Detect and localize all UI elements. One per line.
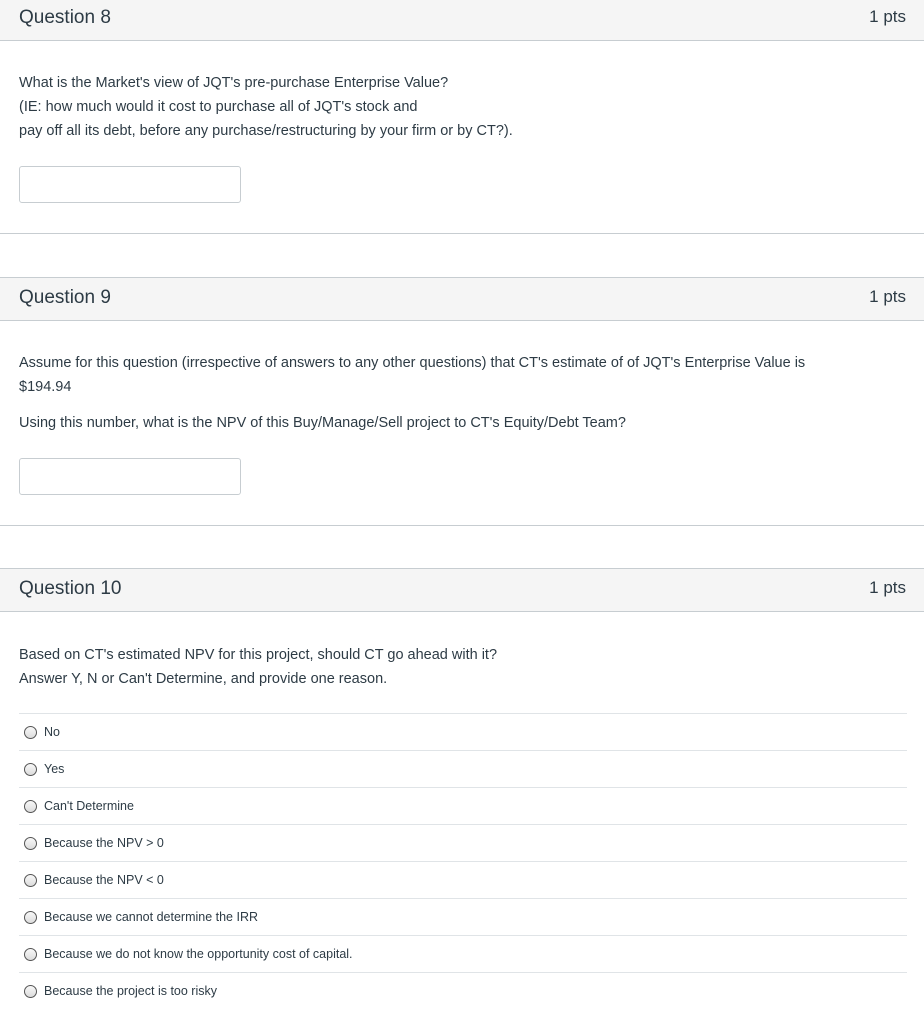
option-cannot-determine-irr[interactable] — [19, 898, 907, 935]
question-10-line-2: Answer Y, N or Can't Determine, and provide one reason. — [19, 671, 388, 687]
radio-icon[interactable] — [24, 874, 37, 887]
radio-icon[interactable] — [24, 837, 37, 850]
option-no[interactable] — [19, 713, 907, 750]
question-9-divider — [0, 525, 924, 526]
option-label: Because the NPV > 0 — [44, 836, 164, 850]
question-9-points: 1 pts — [869, 287, 906, 306]
question-10-title: Question 10 — [19, 578, 122, 599]
question-10-points: 1 pts — [869, 578, 906, 597]
question-9-line-1: Assume for this question (irrespective of answers to any other questions) that CT's estimate of of JQT's Enterprise Value is — [19, 355, 806, 371]
question-9-text — [19, 351, 869, 435]
question-8-divider — [0, 233, 924, 234]
option-unknown-cost-of-capital[interactable] — [19, 935, 907, 972]
option-yes[interactable] — [19, 750, 907, 787]
question-8-points: 1 pts — [869, 7, 906, 26]
option-label: Because the project is too risky — [44, 984, 217, 998]
radio-icon[interactable] — [24, 911, 37, 924]
option-too-risky[interactable] — [19, 972, 907, 1009]
question-8-answer-input[interactable] — [19, 166, 241, 203]
option-npv-negative[interactable] — [19, 861, 907, 898]
question-9-answer-input[interactable] — [19, 458, 241, 495]
question-10-options — [19, 713, 907, 1009]
option-label: Yes — [44, 762, 65, 776]
question-10-line-1: Based on CT's estimated NPV for this project, should CT go ahead with it? — [19, 647, 498, 663]
radio-icon[interactable] — [24, 985, 37, 998]
option-cant-determine[interactable] — [19, 787, 907, 824]
question-9-line-3: Using this number, what is the NPV of this Buy/Manage/Sell project to CT's Equity/Debt Team? — [19, 415, 626, 431]
option-label: Because we cannot determine the IRR — [44, 910, 259, 924]
option-label: Because we do not know the opportunity cost of capital. — [44, 947, 353, 961]
radio-icon[interactable] — [24, 948, 37, 961]
radio-icon[interactable] — [24, 726, 37, 739]
question-8-text — [19, 71, 869, 143]
question-9-header — [0, 277, 924, 321]
question-8-line-2: (IE: how much would it cost to purchase all of JQT's stock and — [19, 99, 418, 115]
question-8-line-3: pay off all its debt, before any purchase/restructuring by your firm or by CT?). — [19, 123, 513, 139]
question-9-line-2: $194.94 — [19, 379, 72, 395]
radio-icon[interactable] — [24, 763, 37, 776]
question-9-title: Question 9 — [19, 287, 111, 308]
radio-icon[interactable] — [24, 800, 37, 813]
question-8-title: Question 8 — [19, 7, 111, 28]
option-label: No — [44, 725, 60, 739]
question-10-header — [0, 568, 924, 612]
option-label: Because the NPV < 0 — [44, 873, 164, 887]
question-8-line-1: What is the Market's view of JQT's pre-purchase Enterprise Value? — [19, 75, 449, 91]
option-npv-positive[interactable] — [19, 824, 907, 861]
question-10-text — [19, 643, 869, 691]
question-8-header — [0, 0, 924, 41]
option-label: Can't Determine — [44, 799, 134, 813]
